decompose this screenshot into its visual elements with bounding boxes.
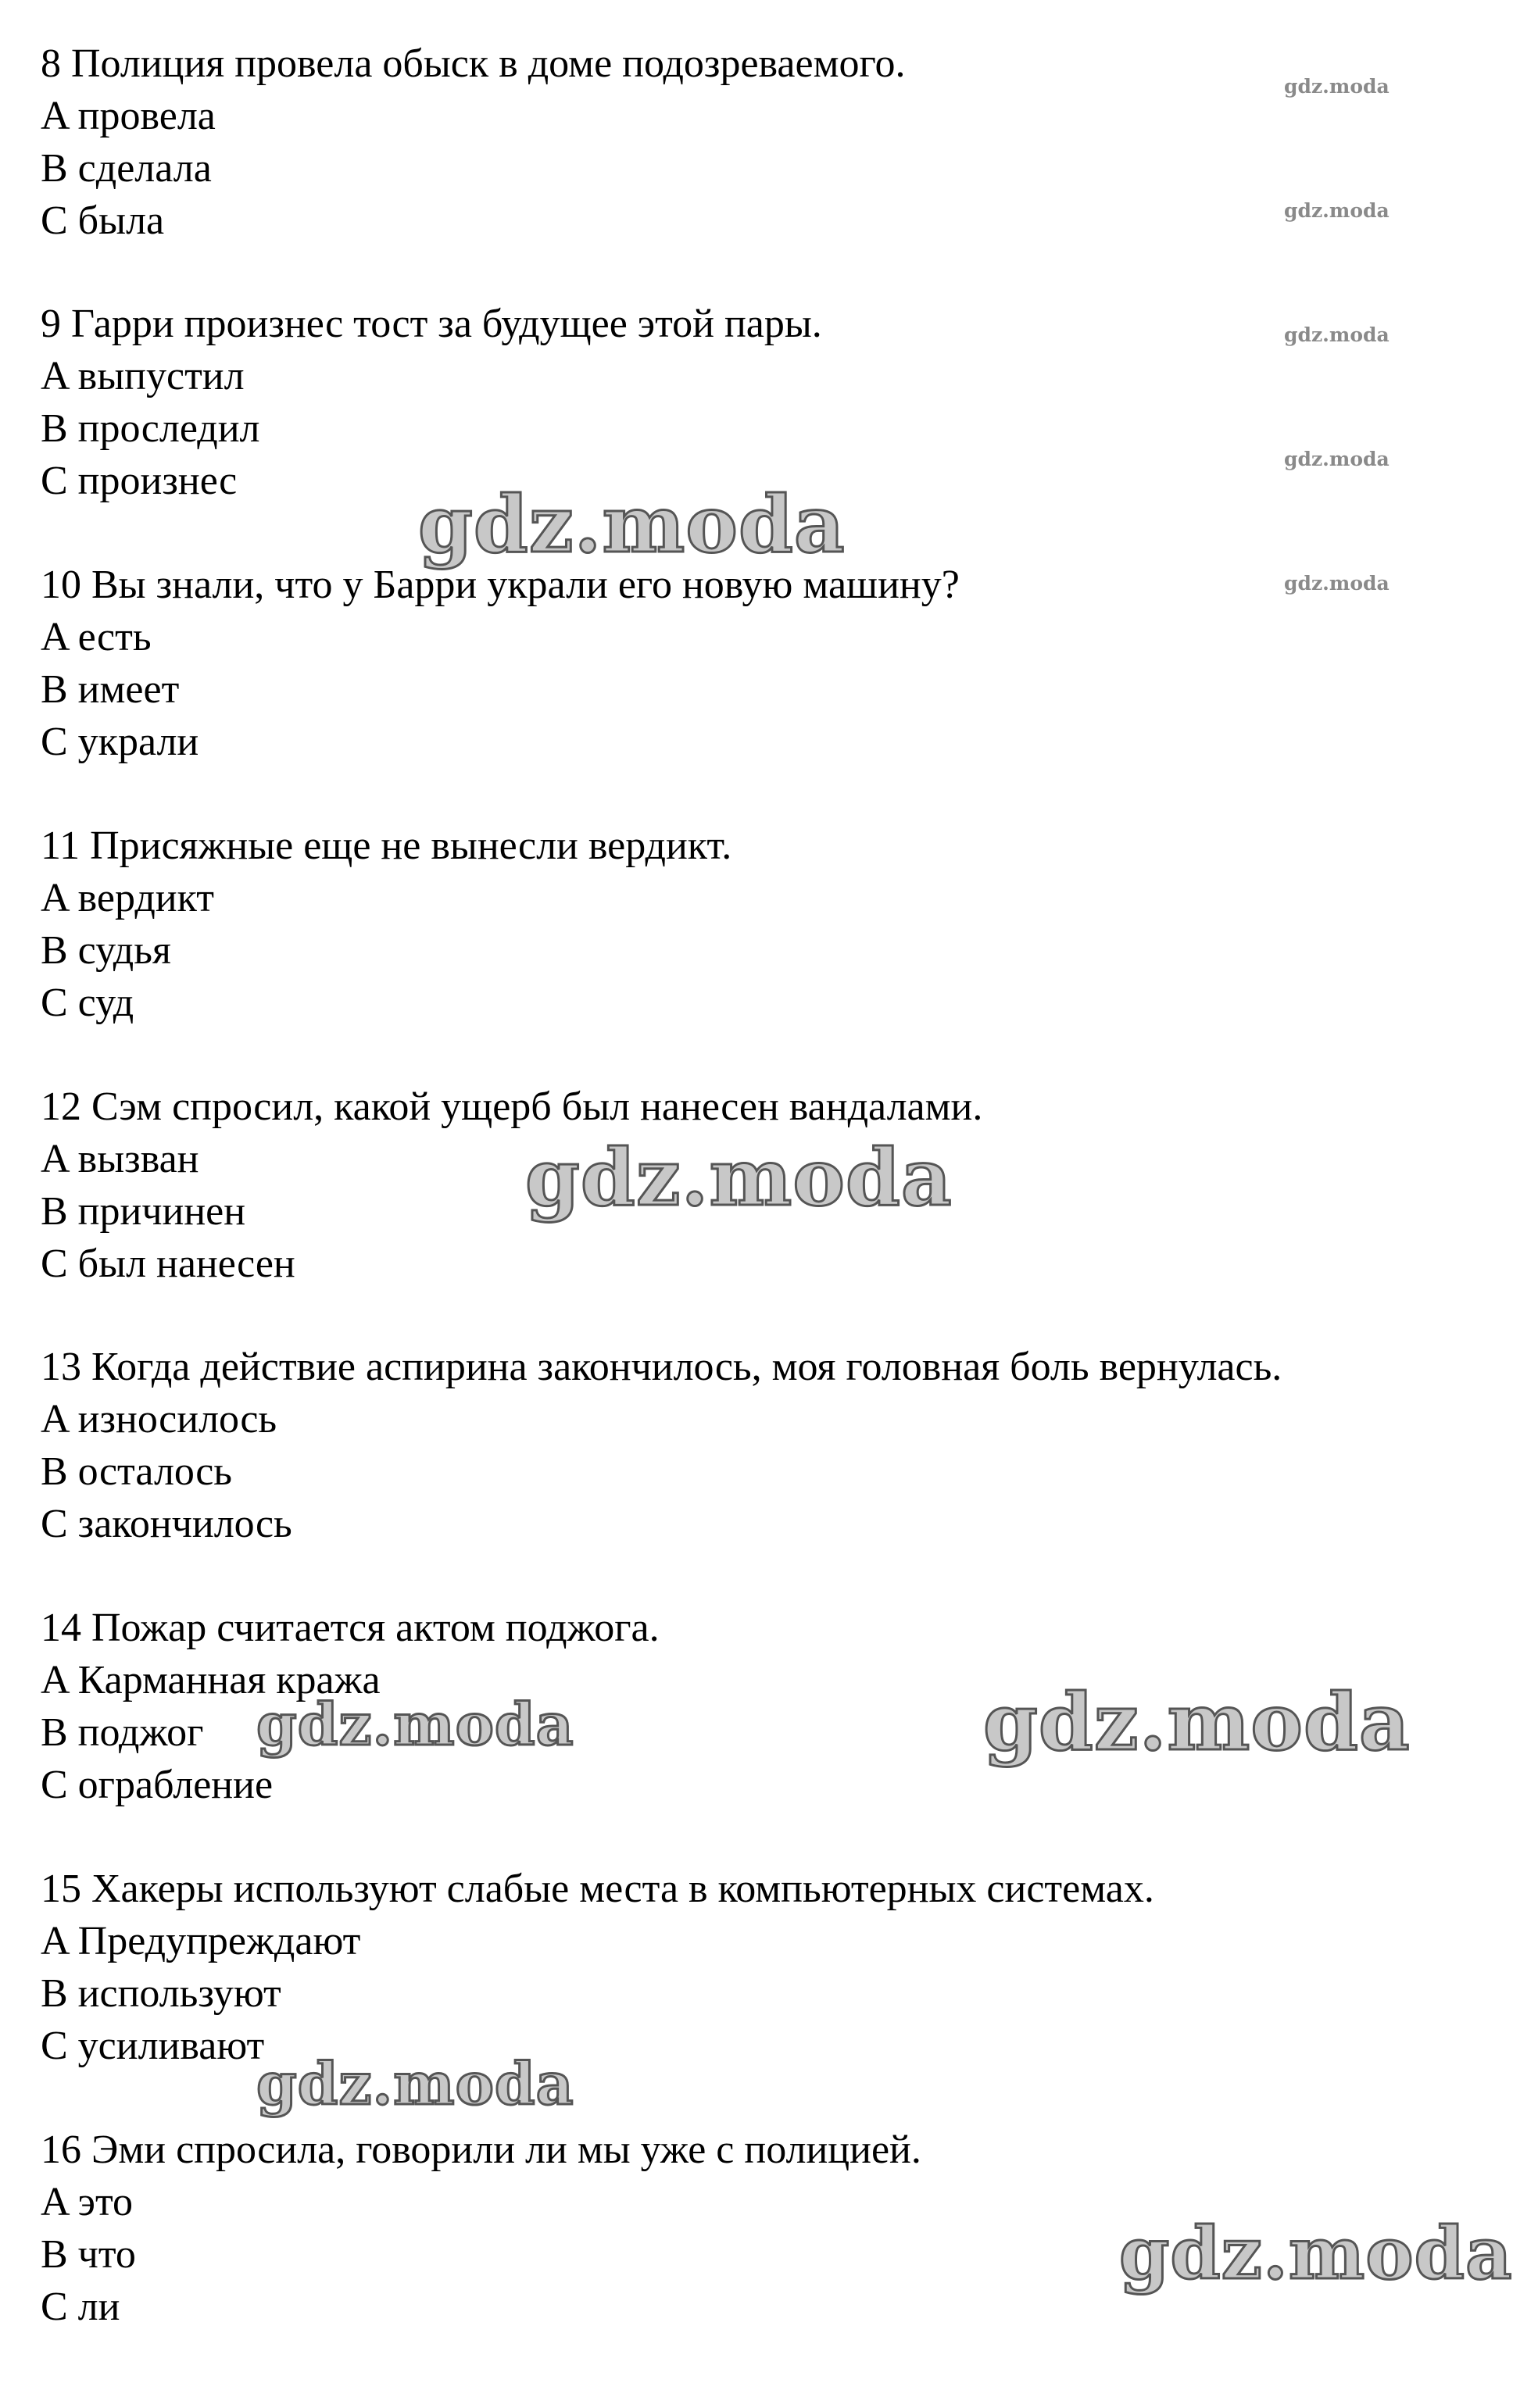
- watermark-small: gdz.moda: [1284, 323, 1390, 346]
- option-b: B имеет: [41, 667, 180, 712]
- question-prompt: 10 Вы знали, что у Барри украли его новую машину?: [41, 563, 960, 607]
- watermark-small: gdz.moda: [1284, 75, 1390, 98]
- watermark-small: gdz.moda: [1284, 199, 1390, 222]
- watermark-large: gdz.moda: [256, 1692, 574, 1759]
- option-a: A вердикт: [41, 876, 214, 920]
- option-a: A провела: [41, 94, 216, 138]
- question-prompt: 8 Полиция провела обыск в доме подозреваемого.: [41, 41, 906, 86]
- question-10: [41, 559, 1463, 768]
- option-c: C закончилось: [41, 1502, 292, 1546]
- watermark-large: gdz.moda: [525, 1131, 953, 1224]
- option-a: A Предупреждают: [41, 1919, 361, 1963]
- option-a: A Карманная кража: [41, 1658, 381, 1702]
- option-c: C украли: [41, 720, 199, 764]
- watermark-small: gdz.moda: [1284, 448, 1390, 470]
- option-a: A есть: [41, 615, 152, 659]
- watermark-large: gdz.moda: [1119, 2211, 1513, 2295]
- option-b: B осталось: [41, 1449, 232, 1494]
- option-b: B сделала: [41, 146, 212, 191]
- option-a: A износилось: [41, 1397, 277, 1442]
- question-13: [41, 1341, 1463, 1550]
- option-a: A это: [41, 2180, 134, 2224]
- question-prompt: 11 Присяжные еще не вынесли вердикт.: [41, 824, 732, 868]
- option-b: B используют: [41, 1971, 281, 2016]
- option-c: C ограбление: [41, 1763, 274, 1807]
- question-9: [41, 298, 1463, 507]
- option-a: A выпустил: [41, 354, 245, 398]
- question-prompt: 9 Гарри произнес тост за будущее этой пары.: [41, 302, 822, 346]
- question-prompt: 14 Пожар считается актом поджога.: [41, 1606, 660, 1650]
- question-prompt: 12 Сэм спросил, какой ущерб был нанесен вандалами.: [41, 1084, 983, 1129]
- question-8: [41, 38, 1463, 247]
- option-c: C был нанесен: [41, 1242, 295, 1286]
- question-prompt: 16 Эми спросила, говорили ли мы уже с полицией.: [41, 2128, 921, 2172]
- option-a: A вызван: [41, 1137, 199, 1181]
- option-b: B что: [41, 2232, 136, 2277]
- watermark-large: gdz.moda: [256, 2051, 574, 2118]
- question-prompt: 15 Хакеры используют слабые места в компьютерных системах.: [41, 1867, 1154, 1911]
- question-prompt: 13 Когда действие аспирина закончилось, моя головная боль вернулась.: [41, 1345, 1282, 1389]
- question-11: [41, 820, 1463, 1029]
- question-15: [41, 1863, 1463, 2072]
- watermark-large: gdz.moda: [418, 478, 846, 570]
- option-c: C суд: [41, 981, 134, 1025]
- option-c: C была: [41, 198, 165, 243]
- option-c: C усиливают: [41, 2024, 265, 2068]
- watermark-large: gdz.moda: [983, 1676, 1411, 1768]
- watermark-small: gdz.moda: [1284, 572, 1390, 595]
- option-b: B судья: [41, 928, 171, 973]
- option-b: B проследил: [41, 406, 260, 451]
- option-b: B причинен: [41, 1189, 246, 1234]
- option-b: B поджог: [41, 1710, 204, 1755]
- option-c: C ли: [41, 2285, 120, 2329]
- option-c: C произнес: [41, 459, 238, 503]
